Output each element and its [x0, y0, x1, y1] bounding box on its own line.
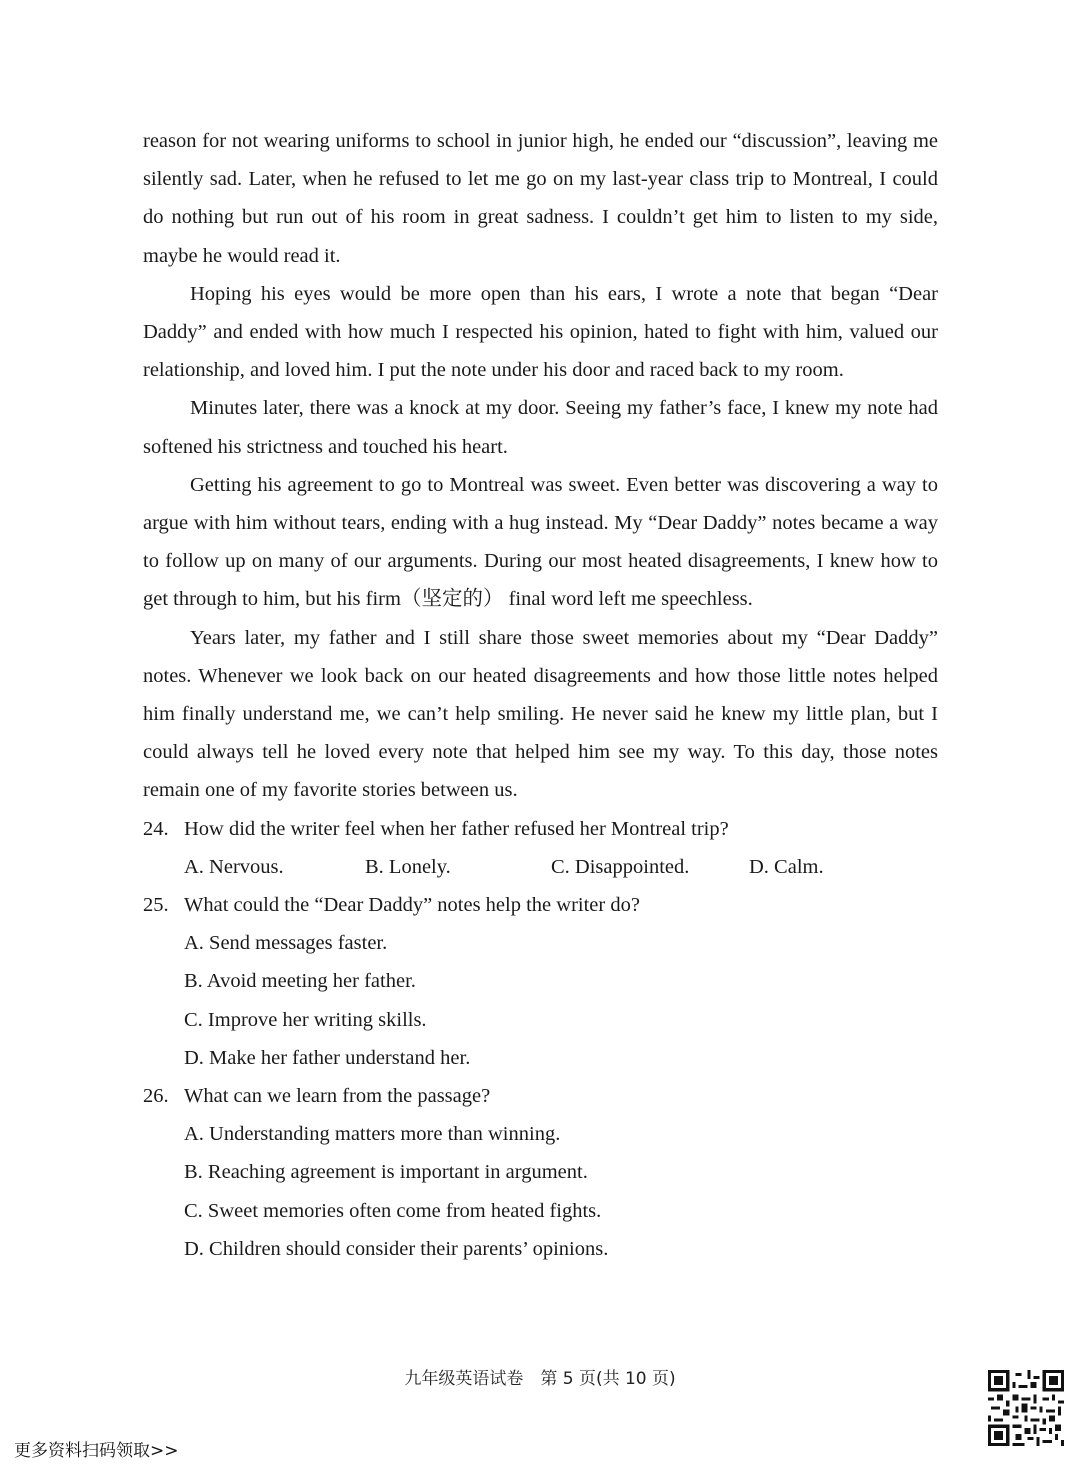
passage-paragraph-3: Minutes later, there was a knock at my door. Seeing my father’s face, I knew my note had softened his strictness and touched his heart.	[143, 397, 938, 458]
question-24	[143, 810, 938, 886]
promo-link[interactable]: 更多资料扫码领取>>	[14, 1441, 179, 1461]
question-text: What could the “Dear Daddy” notes help the writer do?	[184, 894, 640, 917]
page-content	[143, 122, 938, 1268]
question-number: 26.	[143, 1085, 169, 1108]
question-text: How did the writer feel when her father refused her Montreal trip?	[184, 817, 729, 840]
option-b: B. Avoid meeting her father.	[184, 970, 416, 993]
qr-code-icon[interactable]	[988, 1370, 1064, 1446]
question-26	[143, 1077, 938, 1268]
question-25	[143, 886, 938, 1077]
question-number: 25.	[143, 894, 169, 917]
passage-paragraph-1: reason for not wearing uniforms to school in junior high, he ended our “discussion”, leaving me silently sad. Later, when he refused to let me go on my last-year class trip to Montreal, I could do nothing but run out of his room in great sadness. I couldn’t get him to listen to my side, maybe he would read it.	[143, 130, 938, 267]
option-a: A. Nervous.	[184, 855, 284, 878]
passage-paragraph-4: Getting his agreement to go to Montreal was sweet. Even better was discovering a way to argue with him without tears, ending with a hug instead. My “Dear Daddy” notes became a way to follow up on many of our arguments. During our most heated disagreements, I knew how to get through to him, but his firm（坚定的） final word left me speechless.	[143, 473, 938, 611]
question-number: 24.	[143, 817, 169, 840]
question-text: What can we learn from the passage?	[184, 1085, 491, 1108]
passage-paragraph-5: Years later, my father and I still share those sweet memories about my “Dear Daddy” notes. Whenever we look back on our heated disagreements and how those little notes helped him finally understand me, we can’t help smiling. He never said he knew my little plan, but I could always tell he loved every note that helped him see my way. To this day, those notes remain one of my favorite stories between us.	[143, 626, 938, 802]
option-b: B. Lonely.	[365, 855, 451, 878]
option-d: D. Calm.	[749, 855, 824, 878]
option-a: A. Send messages faster.	[184, 932, 388, 955]
passage-paragraph-2: Hoping his eyes would be more open than his ears, I wrote a note that began “Dear Daddy” and ended with how much I respected his opinion, hated to fight with him, valued our relationship, and loved him. I put the note under his door and raced back to my room.	[143, 282, 938, 382]
option-a: A. Understanding matters more than winning.	[184, 1123, 561, 1146]
option-c: C. Improve her writing skills.	[184, 1008, 427, 1031]
option-c: C. Sweet memories often come from heated fights.	[184, 1199, 602, 1222]
question-24-options	[143, 848, 938, 886]
option-b: B. Reaching agreement is important in argument.	[184, 1161, 588, 1184]
page-footer: 九年级英语试卷 第 5 页(共 10 页)	[404, 1369, 676, 1389]
option-d: D. Make her father understand her.	[184, 1046, 471, 1069]
option-d: D. Children should consider their parents’ opinions.	[184, 1237, 609, 1260]
option-c: C. Disappointed.	[551, 855, 690, 878]
